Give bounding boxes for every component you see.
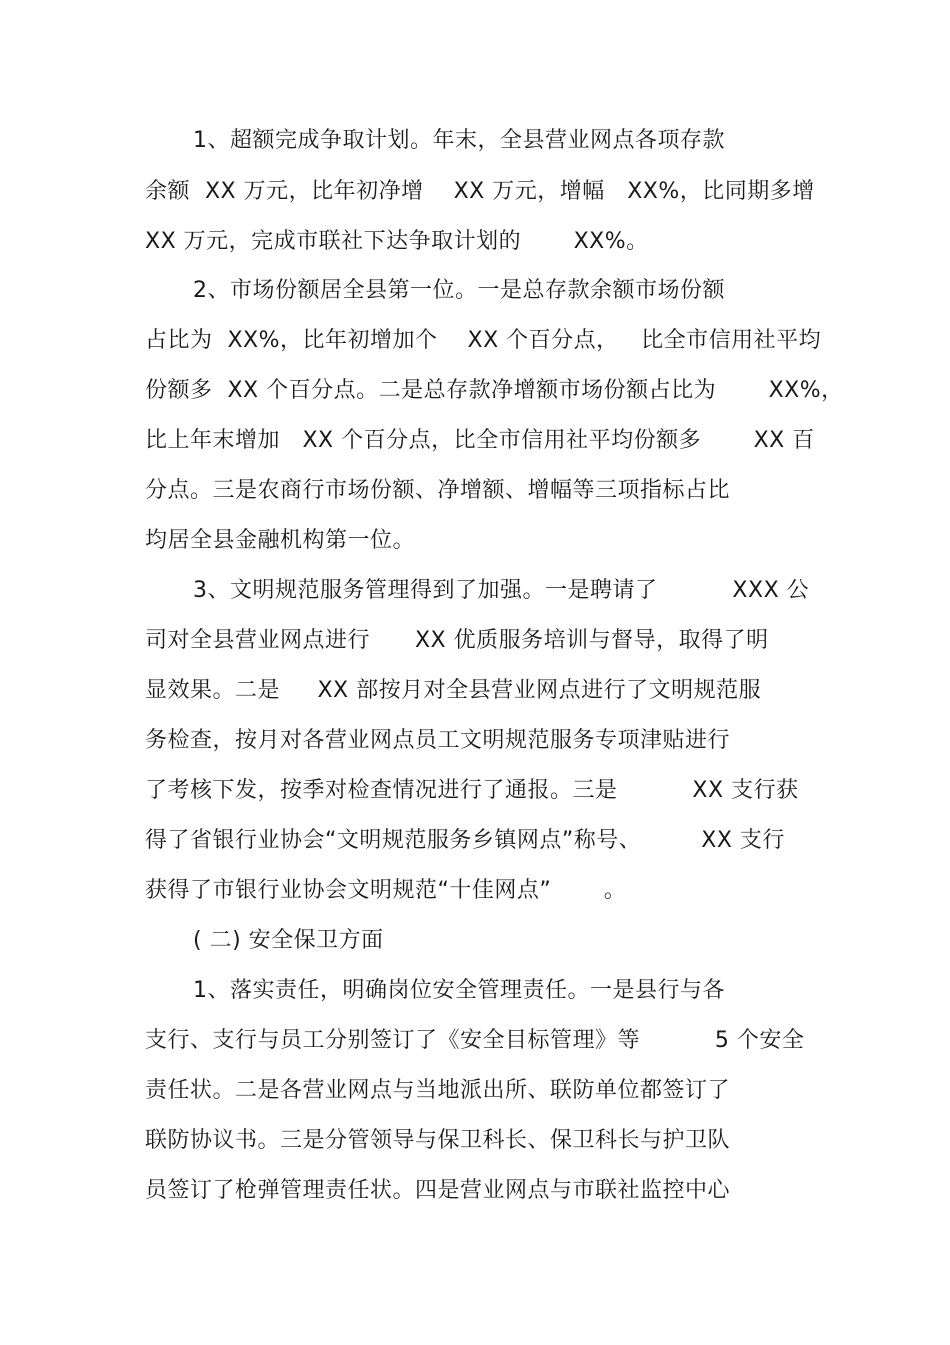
paragraph-1-line-3: XX 万元，完成市联社下达争取计划的 XX%。 [145,229,649,254]
paragraph-3-line-1: 3、文明规范服务管理得到了加强。一是聘请了 XXX 公 [193,578,810,603]
paragraph-3-line-5: 了考核下发，按季对检查情况进行了通报。三是 XX 支行获 [145,778,799,803]
paragraph-4-line-3: 责任状。二是各营业网点与当地派出所、联防单位都签订了 [145,1078,731,1103]
paragraph-3-line-3: 显效果。二是 XX 部按月对全县营业网点进行了文明规范服 [145,678,762,703]
paragraph-2-line-3: 份额多 XX 个百分点。二是总存款净增额市场份额占比为 XX%， [145,378,844,403]
paragraph-4-line-5: 员签订了枪弹管理责任状。四是营业网点与市联社监控中心 [145,1178,731,1203]
paragraph-2-line-6: 均居全县金融机构第一位。 [145,528,416,553]
paragraph-3-line-4: 务检查，按月对各营业网点员工文明规范服务专项津贴进行 [145,728,731,753]
paragraph-2-line-5: 分点。三是农商行市场份额、净增额、增幅等三项指标占比 [145,478,731,503]
paragraph-3-line-7: 获得了市银行业协会文明规范“十佳网点” 。 [145,878,627,903]
paragraph-2-line-2: 占比为 XX%，比年初增加个 XX 个百分点， 比全市信用社平均 [145,328,822,353]
paragraph-1-line-2: 余额 XX 万元，比年初净增 XX 万元，增幅 XX%，比同期多增 [145,179,815,204]
paragraph-1-line-1: 1、超额完成争取计划。年末，全县营业网点各项存款 [193,128,725,153]
paragraph-4-line-2: 支行、支行与员工分别签订了《安全目标管理》等 5 个安全 [145,1028,805,1053]
paragraph-4-line-1: 1、落实责任，明确岗位安全管理责任。一是县行与各 [193,978,725,1003]
paragraph-3-line-2: 司对全县营业网点进行 XX 优质服务培训与督导，取得了明 [145,628,769,653]
section-heading: ( 二) 安全保卫方面 [193,928,384,953]
paragraph-2-line-1: 2、市场份额居全县第一位。一是总存款余额市场份额 [193,278,725,303]
paragraph-3-line-6: 得了省银行业协会“文明规范服务乡镇网点”称号、 XX 支行 [145,828,785,853]
paragraph-2-line-4: 比上年末增加 XX 个百分点，比全市信用社平均份额多 XX 百 [145,428,815,453]
paragraph-4-line-4: 联防协议书。三是分管领导与保卫科长、保卫科长与护卫队 [145,1128,731,1153]
